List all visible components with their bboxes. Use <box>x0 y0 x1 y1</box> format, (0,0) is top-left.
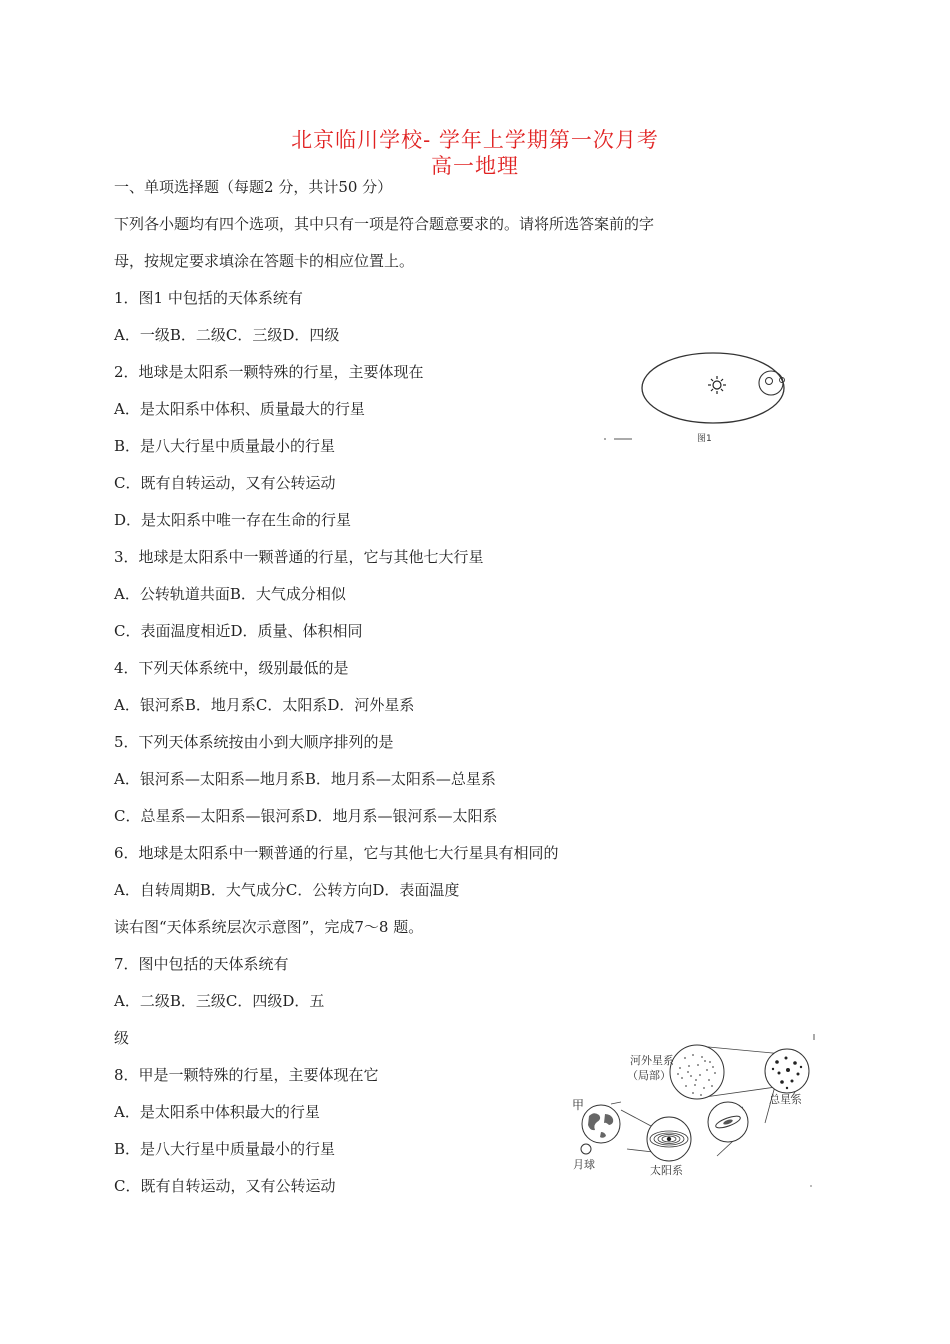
sun-icon <box>708 376 726 394</box>
extragalactic-galaxy-icon <box>670 1045 724 1099</box>
exam-title: 北京临川学校- 学年上学期第一次月考 <box>291 128 659 152</box>
label-jia: 甲 <box>572 1098 585 1112</box>
instructions-line-2: 母，按规定要求填涂在答题卡的相应位置上。 <box>114 252 415 270</box>
question-7-options: A．二级B．三级C．四级D．五 <box>114 992 325 1010</box>
earth-icon <box>766 378 773 385</box>
question-3-options-cd: C．表面温度相近D．质量、体积相同 <box>114 622 363 640</box>
moon-orbit-circle <box>759 371 783 395</box>
question-6: 6．地球是太阳系中一颗普通的行星，它与其他七大行星具有相同的 <box>114 844 559 862</box>
reading-prompt: 读右图“天体系统层次示意图”，完成7～8 题。 <box>114 918 424 936</box>
figure-1-caption: 图1 <box>697 434 712 444</box>
earth-orbit-ellipse <box>642 353 784 423</box>
question-2-option-c: C．既有自转运动，又有公转运动 <box>114 474 336 492</box>
label-solar-system: 太阳系 <box>650 1164 683 1177</box>
question-4: 4．下列天体系统中，级别最低的是 <box>114 659 349 677</box>
question-6-options: A．自转周期B．大气成分C．公转方向D．表面温度 <box>114 881 460 899</box>
label-partial: （局部） <box>627 1069 671 1082</box>
question-7-options-wrap: 级 <box>114 1029 130 1047</box>
figure-2 <box>565 1028 825 1190</box>
question-2: 2．地球是太阳系一颗特殊的行星，主要体现在 <box>114 363 424 381</box>
question-2-option-b: B．是八大行星中质量最小的行星 <box>114 437 336 455</box>
question-8-option-b: B．是八大行星中质量最小的行星 <box>114 1140 336 1158</box>
question-5-options-ab: A．银河系—太阳系—地月系B．地月系—太阳系—总星系 <box>114 770 496 788</box>
question-3: 3．地球是太阳系中一颗普通的行星，它与其他七大行星 <box>114 548 484 566</box>
label-moon: 月球 <box>573 1158 595 1171</box>
question-8: 8．甲是一颗特殊的行星，主要体现在它 <box>114 1066 379 1084</box>
question-5-options-cd: C．总星系—太阳系—银河系D．地月系—银河系—太阳系 <box>114 807 498 825</box>
universe-icon <box>765 1049 809 1093</box>
question-8-option-c: C．既有自转运动，又有公转运动 <box>114 1177 336 1195</box>
question-5: 5．下列天体系统按由小到大顺序排列的是 <box>114 733 394 751</box>
milky-way-icon <box>708 1102 748 1142</box>
moon-small-icon <box>581 1144 591 1154</box>
question-2-option-a: A．是太阳系中体积、质量最大的行星 <box>114 400 365 418</box>
question-4-options: A．银河系B．地月系C．太阳系D．河外星系 <box>114 696 415 714</box>
question-1: 1．图1 中包括的天体系统有 <box>114 289 303 307</box>
question-8-option-a: A．是太阳系中体积最大的行星 <box>114 1103 320 1121</box>
question-2-option-d: D．是太阳系中唯一存在生命的行星 <box>114 511 352 529</box>
exam-subtitle: 高一地理 <box>431 154 519 178</box>
section-heading: 一、单项选择题（每题2 分，共计50 分） <box>114 178 393 196</box>
question-1-options: A．一级B．二级C．三级D．四级 <box>114 326 340 344</box>
earth-globe-icon <box>582 1105 620 1143</box>
label-universe: 总星系 <box>769 1093 802 1106</box>
label-extragalactic: 河外星系 <box>630 1054 674 1067</box>
question-3-options-ab: A．公转轨道共面B．大气成分相似 <box>114 585 346 603</box>
instructions-line-1: 下列各小题均有四个选项，其中只有一项是符合题意要求的。请将所选答案前的字 <box>114 215 655 233</box>
solar-system-icon <box>647 1117 691 1161</box>
question-7: 7．图中包括的天体系统有 <box>114 955 289 973</box>
figure-1 <box>600 350 800 450</box>
